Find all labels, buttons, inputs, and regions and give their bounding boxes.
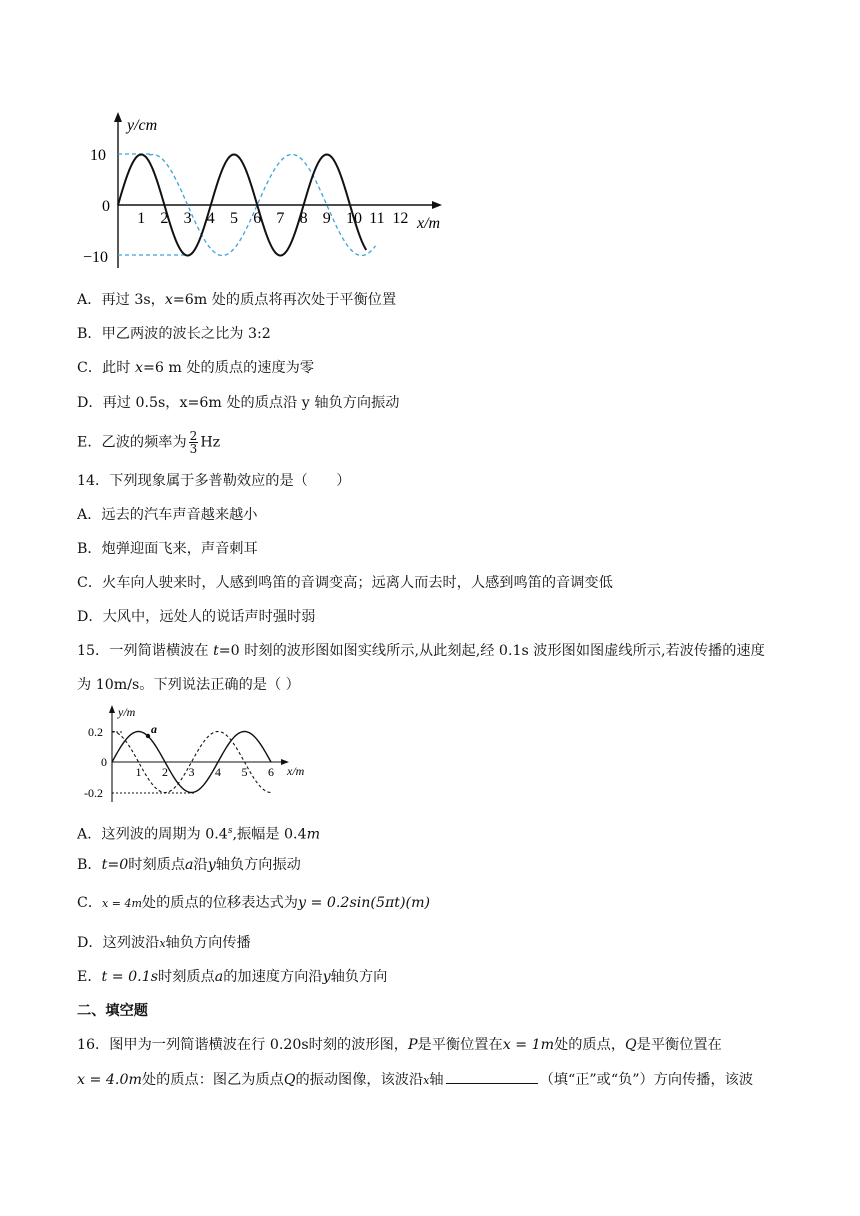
chart1-ytick-0: 0 bbox=[102, 198, 110, 215]
x-tick-label: 4 bbox=[215, 765, 221, 779]
q16-line2: x = 4.0m处的质点：图乙为质点Q的振动图像，该波沿x轴 （填“正”或“负”）方向传播，该波 bbox=[77, 1069, 753, 1091]
x-tick-label: 8 bbox=[299, 210, 308, 227]
x-tick-label: 2 bbox=[160, 210, 169, 227]
x-tick-label: 9 bbox=[322, 210, 331, 227]
x-tick-label: 2 bbox=[162, 765, 168, 779]
chart2-ytick-neg0.2: -0.2 bbox=[84, 786, 103, 800]
q14-option-d: D．大风中，远处人的说话声时强时弱 bbox=[77, 609, 316, 625]
x-tick-label: 6 bbox=[268, 765, 274, 779]
q14-option-c: C．火车向人驶来时，人感到鸣笛的音调变高；远离人而去时，人感到鸣笛的音调变低 bbox=[77, 575, 613, 591]
chart1-x-ticks bbox=[137, 210, 408, 227]
x-tick-label: 11 bbox=[369, 210, 385, 227]
fraction: $\frac{2}{3}$ bbox=[189, 429, 198, 456]
x-tick-label: 1 bbox=[137, 210, 146, 227]
chart2-y-label: y/m bbox=[118, 705, 136, 719]
q14-option-a: A．远去的汽车声音越来越小 bbox=[77, 507, 258, 523]
q15-option-d: D．这列波沿x轴负方向传播 bbox=[77, 935, 251, 951]
x-tick-label: 10 bbox=[346, 210, 362, 227]
q13-option-e: E．乙波的频率为 $\frac{2}{3}$ Hz bbox=[77, 429, 221, 456]
chart2-x-label: x/m bbox=[287, 764, 305, 778]
x-tick-label: 1 bbox=[135, 765, 142, 779]
chart2-point-a-label: a bbox=[151, 722, 157, 736]
section-title-fill-blank: 二、填空题 bbox=[77, 1003, 148, 1019]
chart1-x-label: x/m bbox=[417, 215, 441, 232]
x-tick-label: 6 bbox=[253, 210, 262, 227]
q13-option-c: C．此时 x=6 m 处的质点的速度为零 bbox=[77, 360, 315, 376]
x-tick-label: 4 bbox=[206, 210, 215, 227]
chart1-y-label: y/cm bbox=[127, 117, 158, 134]
q15-option-a: A．这列波的周期为 0.4$^s$,振幅是 0.4m bbox=[77, 826, 321, 843]
chart2-axes bbox=[109, 705, 289, 802]
x-tick-label: 3 bbox=[183, 210, 192, 227]
x-tick-label: 5 bbox=[241, 765, 248, 779]
q15-stem-line1: 15．一列简谐横波在 t=0 时刻的波形图如图实线所示,从此刻起,经 0.1s 波形图如图虚线所示,若波传播的速度 bbox=[77, 643, 765, 659]
wave-chart-2 bbox=[80, 700, 320, 804]
q14-option-b: B．炮弹迎面飞来，声音刺耳 bbox=[77, 541, 258, 557]
answer-blank[interactable] bbox=[446, 1069, 538, 1084]
q13-option-d: D．再过 0.5s，x=6m 处的质点沿 y 轴负方向振动 bbox=[77, 395, 400, 411]
x-tick-label: 7 bbox=[276, 210, 285, 227]
q15-stem-line2: 为 10m/s。下列说法正确的是（ ） bbox=[77, 677, 300, 693]
chart1-ytick-neg10: −10 bbox=[83, 249, 109, 266]
q15-option-b: B．t=0时刻质点a沿y轴负方向振动 bbox=[77, 857, 301, 873]
q15-option-c: C．x = 4m处的质点的位移表达式为y = 0.2sin(5πt)(m) bbox=[77, 895, 431, 911]
q13-option-a: A．再过 3s，x=6m 处的质点将再次处于平衡位置 bbox=[77, 292, 397, 308]
q16-line1: 16．图甲为一列简谐横波在行 0.20s时刻的波形图，P是平衡位置在x = 1m处的质点，Q是平衡位置在 bbox=[77, 1037, 722, 1053]
q13-option-b: B．甲乙两波的波长之比为 3:2 bbox=[77, 326, 271, 342]
chart1-axes bbox=[114, 112, 442, 268]
chart2-point-a bbox=[146, 734, 150, 738]
x-tick-label: 3 bbox=[188, 765, 195, 779]
wave-chart-1 bbox=[80, 108, 460, 270]
chart2-ytick-0: 0 bbox=[101, 755, 107, 769]
x-tick-label: 12 bbox=[392, 210, 409, 227]
q15-option-e: E．t = 0.1s时刻质点a的加速度方向沿y轴负方向 bbox=[77, 969, 388, 985]
chart1-ytick-10: 10 bbox=[90, 147, 106, 164]
x-tick-label: 5 bbox=[230, 210, 238, 227]
chart2-ytick-0.2: 0.2 bbox=[88, 725, 103, 739]
q14-stem: 14．下列现象属于多普勒效应的是（ ） bbox=[77, 473, 351, 489]
